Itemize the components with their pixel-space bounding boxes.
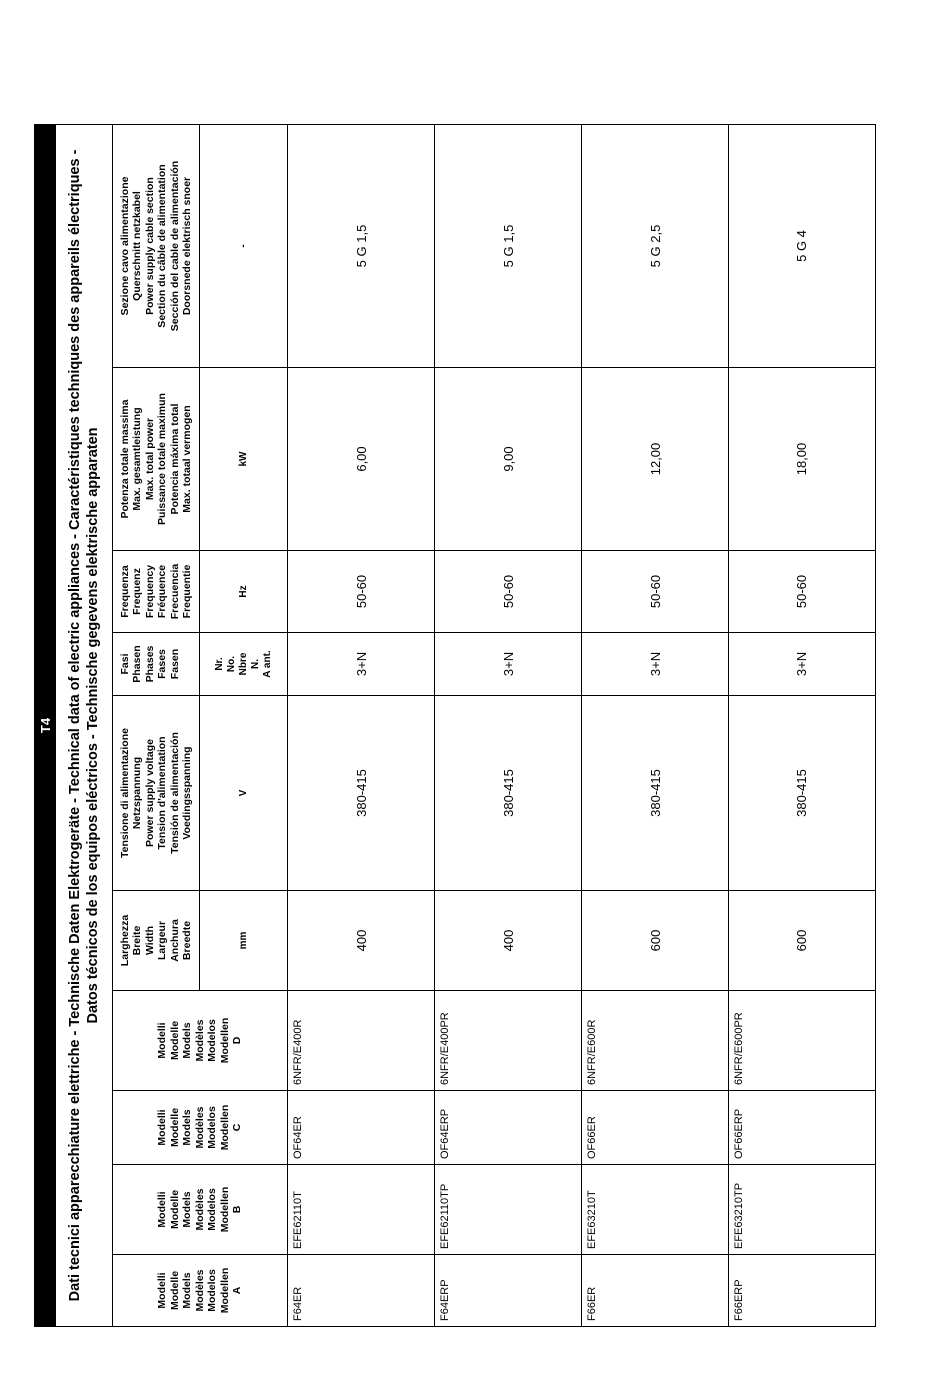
cell-model-a: F66ERP xyxy=(728,1255,875,1327)
header-width: Larghezza Breite Width Largeur Anchura Breedte xyxy=(112,891,200,991)
cell-model-d: 6NFR/E400R xyxy=(288,991,435,1091)
cell-phases: 3+N xyxy=(435,633,582,696)
header-model-c: Modelli Modelle Models Modèles Modelos Modellen C xyxy=(112,1091,288,1165)
cell-model-c: OF66ER xyxy=(582,1091,729,1165)
cell-model-c: OF66ERP xyxy=(728,1091,875,1165)
cell-frequency: 50-60 xyxy=(582,551,729,633)
table-row xyxy=(288,124,435,1326)
cell-phases: 3+N xyxy=(288,633,435,696)
title-row xyxy=(56,124,112,1326)
cell-model-d: 6NFR/E600PR xyxy=(728,991,875,1091)
cell-frequency: 50-60 xyxy=(435,551,582,633)
unit-cable: - xyxy=(200,124,288,367)
electric-data-table xyxy=(34,124,876,1327)
header-frequency: Frequenza Frequenz Frequency Fréquence Frecuencia Frequentie xyxy=(112,551,200,633)
cell-cable: 5 G 4 xyxy=(728,124,875,367)
header-cable: Sezione cavo alimentazione Querschnitt netzkabel Power supply cable section Section du câble de alimentation Sección del cable de alimentación Doorsnede elektrisch snoer xyxy=(112,124,200,367)
cell-model-a: F66ER xyxy=(582,1255,729,1327)
cell-cable: 5 G 2,5 xyxy=(582,124,729,367)
cell-model-b: EFE63210TP xyxy=(728,1165,875,1255)
cell-width: 400 xyxy=(435,891,582,991)
cell-voltage: 380-415 xyxy=(728,696,875,891)
table-id: T4 xyxy=(35,124,56,1326)
cell-model-b: EFE62110T xyxy=(288,1165,435,1255)
header-phases: Fasi Phasen Phases Fases Fasen xyxy=(112,633,200,696)
cell-model-b: EFE62110TP xyxy=(435,1165,582,1255)
unit-width: mm xyxy=(200,891,288,991)
table-row xyxy=(435,124,582,1326)
cell-model-c: OF64ER xyxy=(288,1091,435,1165)
cell-model-a: F64ER xyxy=(288,1255,435,1327)
cell-model-b: EFE63210T xyxy=(582,1165,729,1255)
header-model-d: Modelli Modelle Models Modèles Modelos Modellen D xyxy=(112,991,288,1091)
cell-voltage: 380-415 xyxy=(288,696,435,891)
header-row xyxy=(112,124,200,1326)
table-row xyxy=(728,124,875,1326)
cell-width: 600 xyxy=(728,891,875,991)
cell-power: 18,00 xyxy=(728,368,875,551)
page-title: Dati tecnici apparecchiature elettriche - Technische Daten Elektrogeräte - Technical data of electric appliances - Caractéristiques techniques des appareils électriques - Datos técnicos de los equipos eléctricos - Technische gegevens elektrische apparaten xyxy=(56,124,112,1326)
unit-phases: Nr. No. Nbre N. A ant. xyxy=(200,633,288,696)
cell-power: 9,00 xyxy=(435,368,582,551)
cell-model-d: 6NFR/E400PR xyxy=(435,991,582,1091)
cell-cable: 5 G 1,5 xyxy=(435,124,582,367)
cell-phases: 3+N xyxy=(582,633,729,696)
header-power: Potenza totale massima Max. gesamtleistung Max. total power Puissance totale maximun Potencia máxima total Max. totaal vermogen xyxy=(112,368,200,551)
header-voltage: Tensione di alimentazione Netzspannung Power supply voltage Tension d'alimentation Tensión de alimentación Voedingsspanning xyxy=(112,696,200,891)
cell-frequency: 50-60 xyxy=(288,551,435,633)
cell-model-a: F64ERP xyxy=(435,1255,582,1327)
cell-model-c: OF64ERP xyxy=(435,1091,582,1165)
cell-model-d: 6NFR/E600R xyxy=(582,991,729,1091)
cell-width: 600 xyxy=(582,891,729,991)
cell-voltage: 380-415 xyxy=(435,696,582,891)
unit-power: kW xyxy=(200,368,288,551)
header-model-b: Modelli Modelle Models Modèles Modelos Modellen B xyxy=(112,1165,288,1255)
cell-power: 6,00 xyxy=(288,368,435,551)
cell-power: 12,00 xyxy=(582,368,729,551)
header-model-a: Modelli Modelle Models Modèles Modelos Modellen A xyxy=(112,1255,288,1327)
unit-voltage: V xyxy=(200,696,288,891)
rotated-table-container xyxy=(34,125,876,1327)
cell-voltage: 380-415 xyxy=(582,696,729,891)
cell-phases: 3+N xyxy=(728,633,875,696)
table-id-row xyxy=(35,124,56,1326)
cell-cable: 5 G 1,5 xyxy=(288,124,435,367)
cell-frequency: 50-60 xyxy=(728,551,875,633)
cell-width: 400 xyxy=(288,891,435,991)
table-row xyxy=(582,124,729,1326)
unit-frequency: Hz xyxy=(200,551,288,633)
